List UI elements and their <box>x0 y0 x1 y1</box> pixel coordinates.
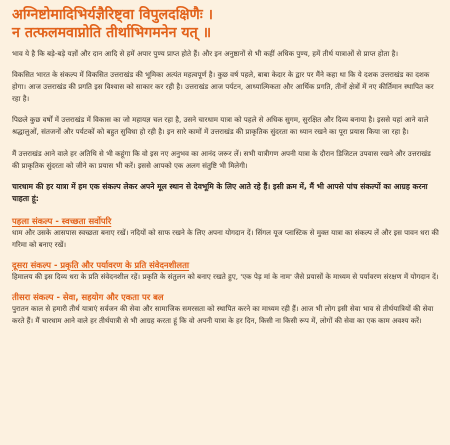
resolution-section-2 <box>12 259 440 283</box>
shloka-line-2: न तत्फलमवाप्नोति तीर्थाभिगमनेन यत् ॥ <box>12 25 212 41</box>
resolution-heading-1: पहला संकल्प - स्वच्छता सर्वोपरि <box>12 215 112 226</box>
paragraph-developed-uttarakhand: विकसित भारत के संकल्प में विकसित उत्तराखंड की भूमिका अत्यंत महत्वपूर्ण है। कुछ वर्ष पहले, बाबा केदार के द्वार पर मैंने कहा था कि ये दशक उत्तराखंड का दशक होगा। आज उत्तराखंड की प्रगति इस विश्वास को साकार कर रही है। उत्तराखंड आज पर्यटन, आध्यात्मिकता और आर्थिक प्रगति, तीनों क्षेत्रों में नए कीर्तिमान स्थापित कर रहा है। <box>12 70 434 104</box>
resolution-heading-3: तीसरा संकल्प - सेवा, सहयोग और एकता पर बल <box>12 291 164 302</box>
sanskrit-shloka <box>12 6 440 42</box>
resolution-body-3: पुरातन काल से हमारी तीर्थ यात्राएं सर्वजन की सेवा और सामाजिक समरसता को स्थापित करने का माध्यम रही हैं। आज भी लोग इसी सेवा भाव से तीर्थयात्रियों की सेवा करते हैं। मैं चारधाम आने वाले हर तीर्थयात्री से भी आग्रह करता हूं कि वो अपनी यात्रा के हर दिन, किसी ना किसी रूप में, लोगों की सेवा का एक काम अवश्य करें। <box>12 303 434 325</box>
appeal-five-resolutions: चारधाम की हर यात्रा में हम एक संकल्प लेकर अपने मूल स्थान से देवभूमि के लिए आते रहे हैं। इसी क्रम में, मैं भी आपसे पांच संकल्पों का आग्रह करना चाहता हूं: <box>12 181 428 204</box>
resolution-section-1 <box>12 215 440 251</box>
resolution-body-2: हिमालय की इस दिव्य धरा के प्रति संवेदनशील रहें। प्रकृति के संतुलन को बनाए रखते हुए, 'एक पेड़ मां के नाम' जैसे प्रयासों के माध्यम से पर्यावरण संरक्षण में योगदान दें। <box>12 271 439 281</box>
shloka-line-1: अग्निष्टोमादिभिर्यज्ञैरिष्ट्वा विपुलदक्षिणैः । <box>12 7 213 23</box>
resolution-body-1: धाम और उसके आसपास स्वच्छता बनाए रखें। नदियों को साफ रखने के लिए अपना योगदान दें। सिंगल यूज प्लास्टिक से मुक्त यात्रा का संकल्प लें और इस पावन धरा की गरिमा को बनाए रखें। <box>12 227 439 249</box>
paragraph-shloka-meaning: भाव ये है कि बड़े-बड़े यज्ञों और दान आदि से हमें अपार पुण्य प्राप्त होते हैं। और इन अनुष्ठानों से भी कहीं अधिक पुण्य, हमें तीर्थ यात्राओं से प्राप्त होता है। <box>12 49 399 58</box>
paragraph-digital-fasting: मैं उत्तराखंड आने वाले हर अतिथि से भी कहूंगा कि वो इस नए अनुभव का आनंद जरूर लें। सभी यात्रीगण अपनी यात्रा के दौरान डिजिटल उपवास रखने और उत्तराखंड की प्राकृतिक सुंदरता को जीने का प्रयास भी करें। इससे आपको एक अलग संतुष्टि भी मिलेगी। <box>12 148 431 170</box>
resolution-section-3 <box>12 291 440 327</box>
paragraph-chardham-development: पिछले कुछ वर्षों में उत्तराखंड में विकास का जो महायज्ञ चल रहा है, उसने चारधाम यात्रा को पहले से अधिक सुगम, सुरक्षित और दिव्य बनाया है। इससे यहां आने वाले श्रद्धालुओं, संतजनों और पर्यटकों को बहुत सुविधा हो रही है। इन सारे कामों में उत्तराखंड की प्राकृतिक सुंदरता का ध्यान रखने का पूरा प्रयास किया जा रहा है। <box>12 115 429 137</box>
resolution-heading-2: दूसरा संकल्प - प्रकृति और पर्यावरण के प्रति संवेदनशीलता <box>12 259 190 270</box>
